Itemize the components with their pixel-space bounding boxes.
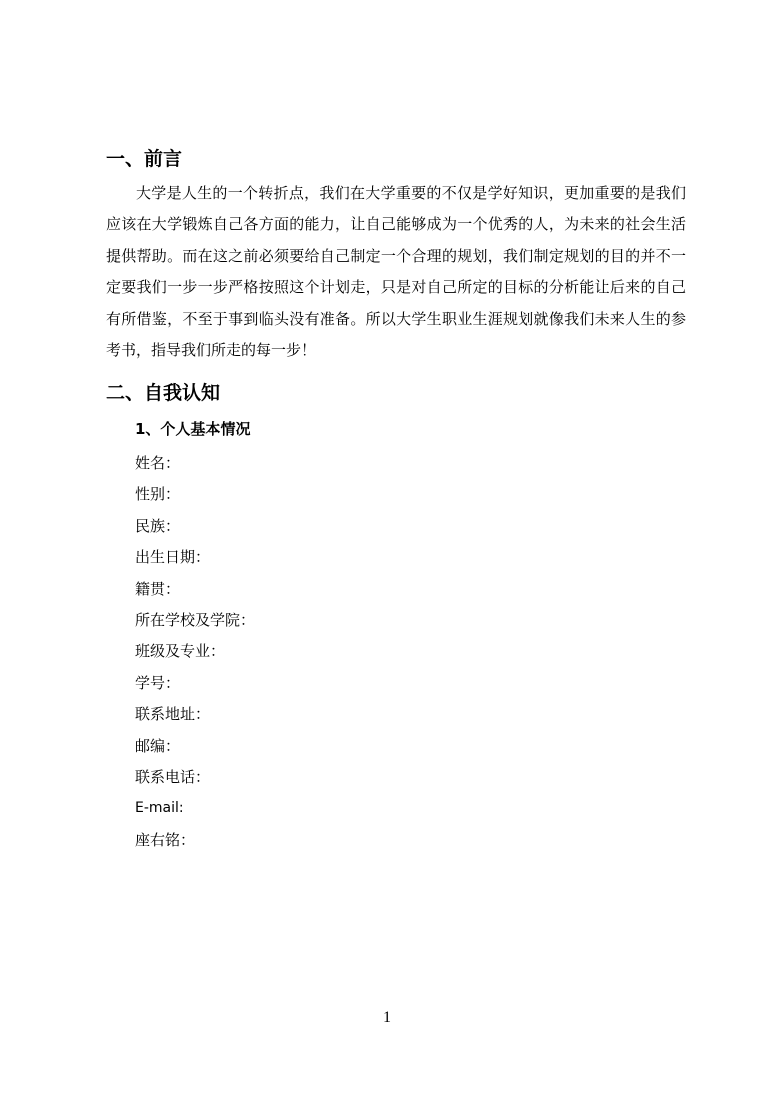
- field-label-birth-date: 出生日期：: [135, 548, 211, 567]
- field-label-class-major: 班级及专业：: [135, 642, 226, 661]
- field-label-name: 姓名：: [135, 454, 181, 472]
- field-label-motto: 座右铭：: [135, 830, 196, 849]
- field-label-student-id: 学号：: [135, 673, 181, 692]
- field-label-postcode: 邮编：: [135, 736, 181, 755]
- preface-paragraph: 大学是人生的一个转折点，我们在大学重要的不仅是学好知识，更加重要的是我们应该在大学锻炼自己各方面的能力，让自己能够成为一个优秀的人，为未来的社会生活提供帮助。而在这之前必须要给自己制定一个合理的规划，我们制定规划的目的并不一定要我们一步一步严格按照这个计划走，只是对自己所定的目标的分析能让后来的自己有所借鉴，不至于事到临头没有准备。所以大学生职业生涯规划就像我们未来人生的参考书，指导我们所走的每一步！: [106, 184, 686, 360]
- field-label-phone: 联系电话：: [135, 767, 211, 786]
- section-heading-preface: 一、前言: [106, 148, 183, 170]
- subheading-basic-info: 1、个人基本情况: [135, 420, 251, 438]
- section-heading-self-awareness: 二、自我认知: [106, 382, 221, 404]
- field-label-native-place: 籍贯：: [135, 579, 181, 598]
- basic-info-field-list: [135, 448, 255, 856]
- field-label-email: E-mail:: [135, 800, 184, 817]
- field-label-ethnicity: 民族：: [135, 516, 181, 535]
- page-number: 1: [383, 1009, 391, 1026]
- field-label-address: 联系地址：: [135, 705, 211, 724]
- field-label-gender: 性别：: [135, 485, 181, 504]
- field-label-school: 所在学校及学院：: [135, 610, 256, 629]
